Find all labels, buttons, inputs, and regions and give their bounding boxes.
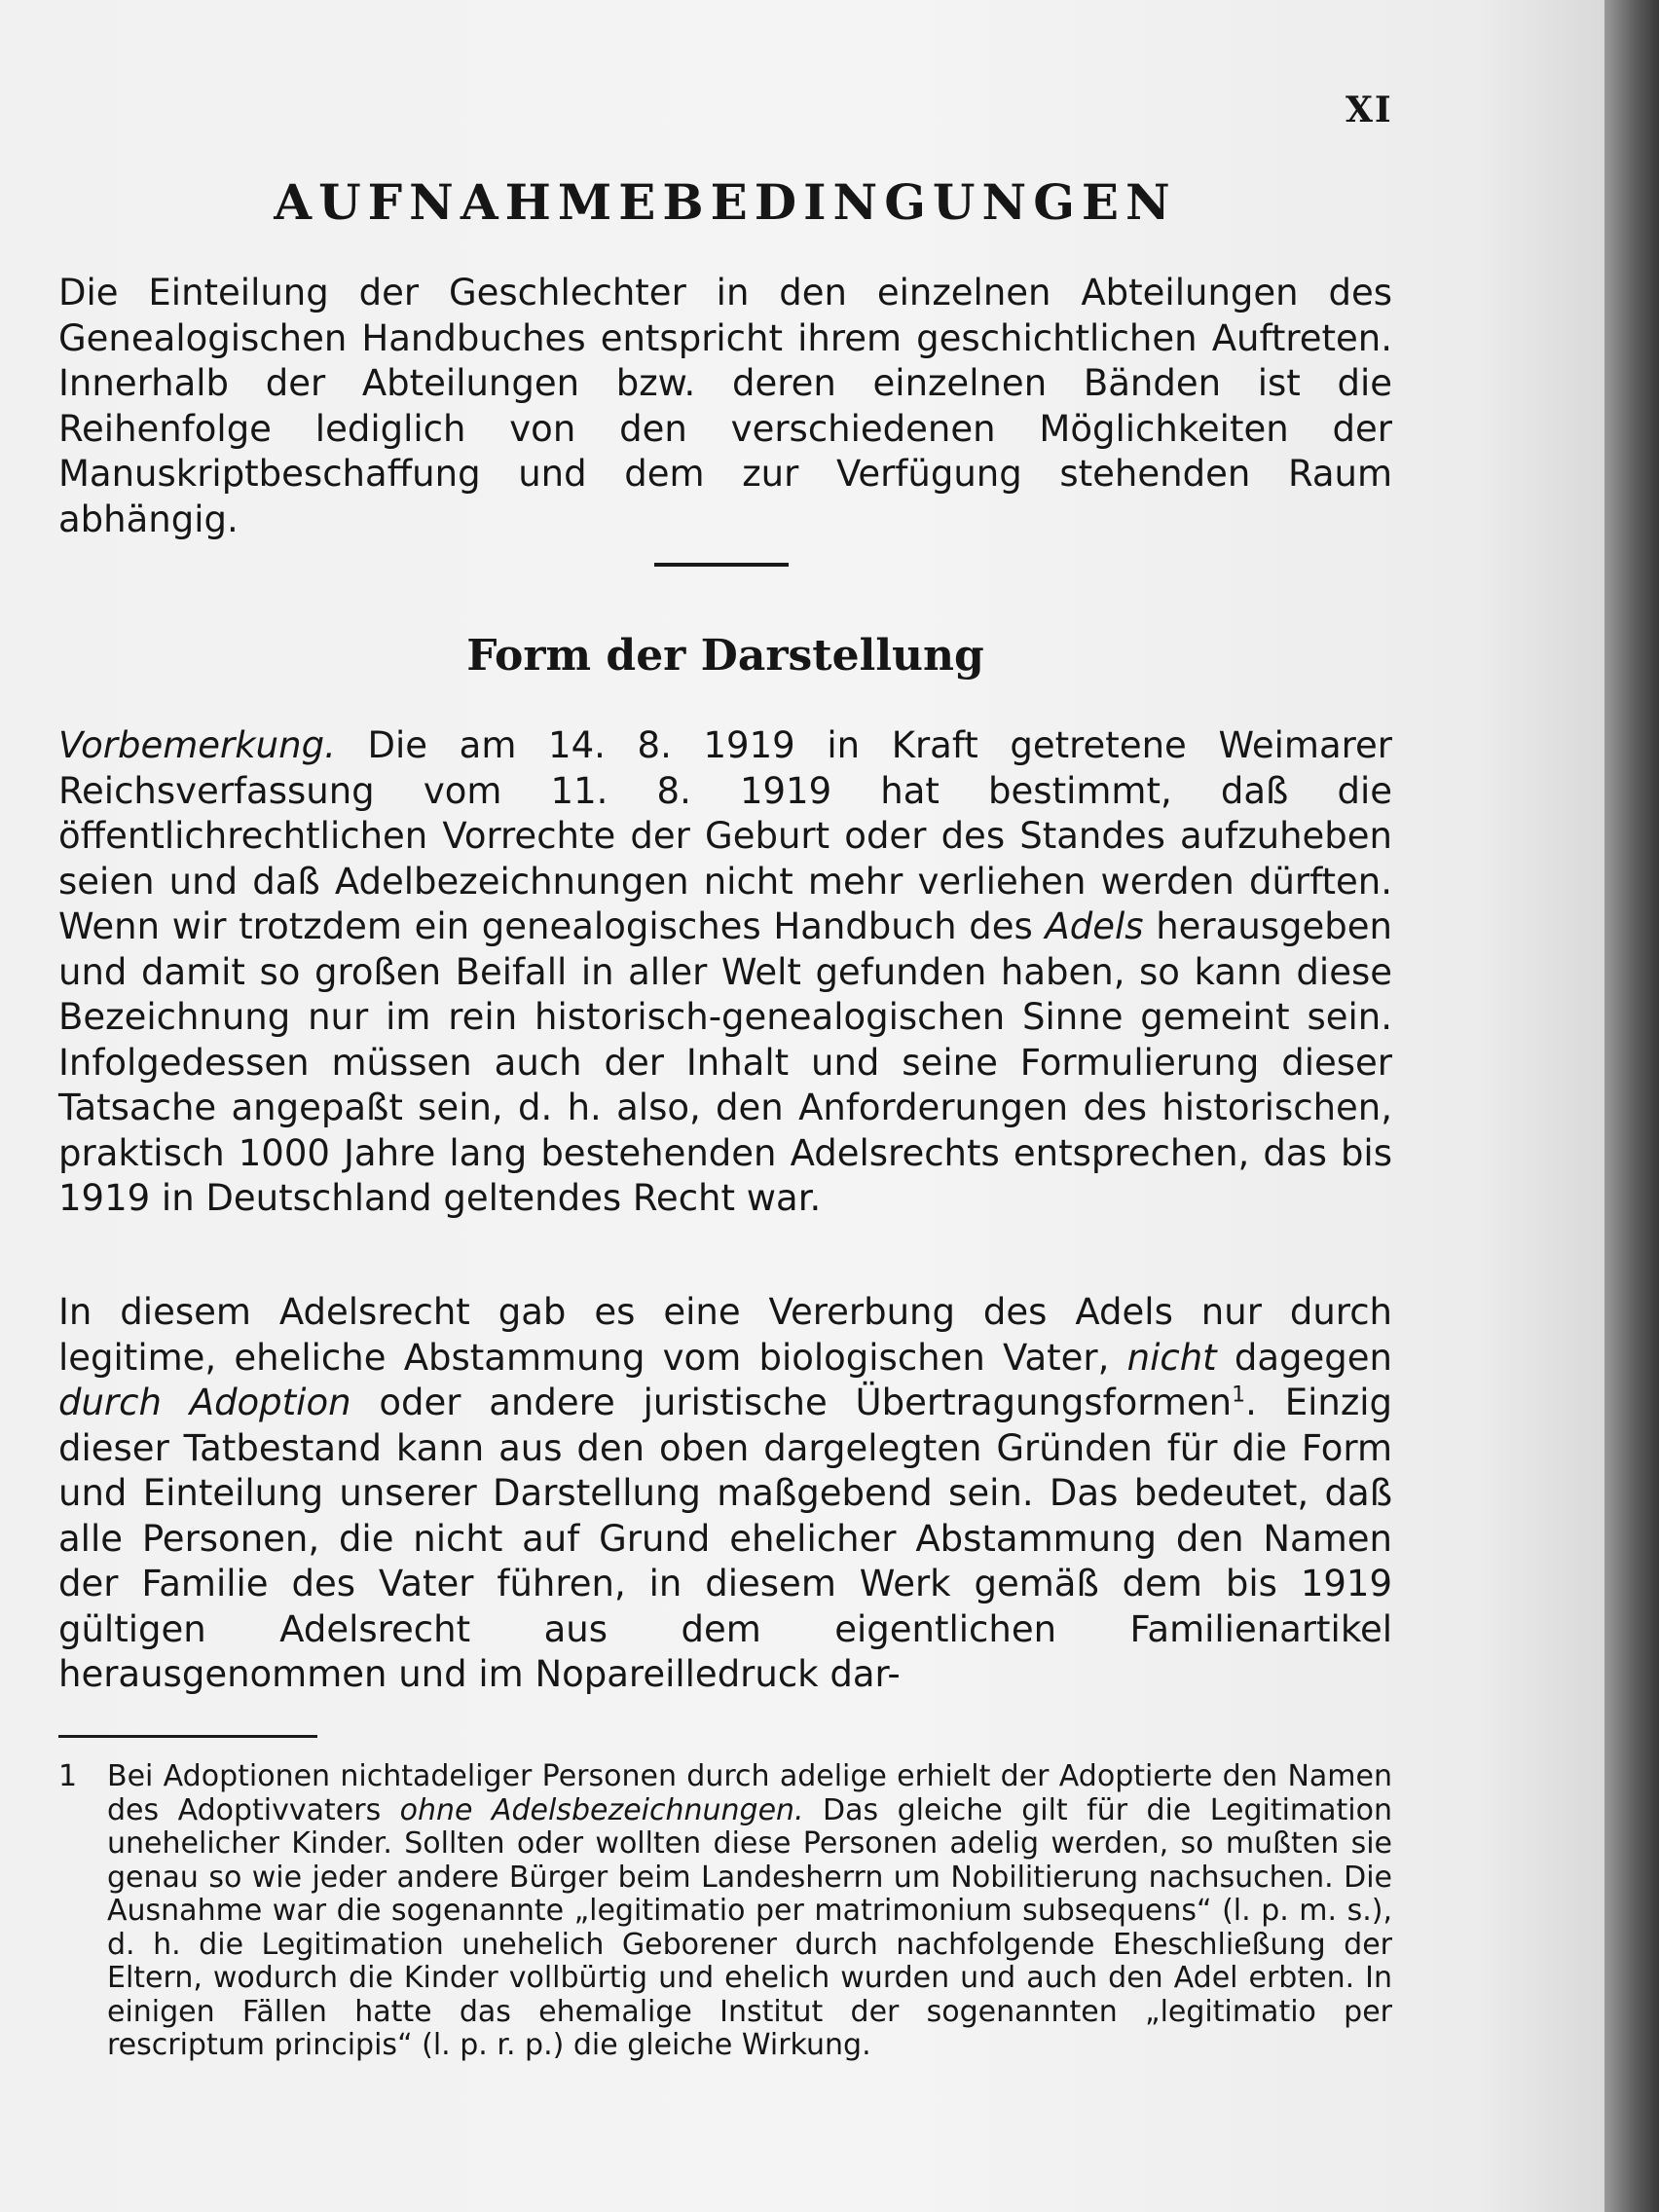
intro-paragraph: Die Einteilung der Geschlechter in den einzelnen Abteilungen des Genealogischen Handbuches entspricht ihrem geschichtlichen Auftreten. Innerhalb der Abteilungen bzw. deren einzelnen Bänden ist die Reihenfolge lediglich von den verschiedenen Möglichkeiten der Manuskriptbeschaffung und dem zur Verfügung stehenden Raum abhängig. (58, 272, 1392, 540)
footnote-number: 1 (58, 1759, 78, 1793)
page-edge-shadow (1604, 0, 1659, 2212)
footnote (58, 1760, 1392, 2063)
paragraph-adelsrecht (58, 1290, 1392, 1698)
paragraph-text: oder andere juristische Übertragungsformen (350, 1382, 1233, 1423)
emphasis-nicht: nicht (1126, 1336, 1217, 1379)
paragraph-text: . Einzig dieser Tatbestand kann aus den oben dargelegten Gründen für die Form und Einteilung unserer Darstellung maßgebend sein. Das bedeutet, daß alle Personen, die nicht auf Grund ehelicher Abstammung den Namen der Familie des Vater führen, in diesem Werk gemäß dem bis 1919 gültigen Adelsrecht aus dem eigentlichen Familienartikel herausgenommen und im Nopareilledruck dar- (58, 1382, 1393, 1695)
paragraph-vorbemerkung (58, 723, 1392, 1222)
page-number: XI (1346, 90, 1393, 130)
paragraph-text: In diesem Adelsrecht gab es eine Vererbung des Adels nur durch legitime, eheliche Abstammung vom biologischen Vater, (58, 1291, 1392, 1379)
paragraph-text: dagegen (1216, 1336, 1393, 1379)
footnote-text-part: Das gleiche gilt für die Legitimation unehelicher Kinder. Sollten oder wollten diese Personen adelig werden, so mußten sie genau so wie jeder andere Bürger beim Landesherrn um Nobilitierung nachsuchen. Die Ausnahme war die sogenannte „legitimatio per matrimonium subsequens“ (l. p. m. s.), d. h. die Legitimation unehelich Geborener durch nachfolgende Eheschließung der Eltern, wodurch die Kinder vollbürtig und ehelich wurden und auch den Adel erbten. In einigen Fällen hatte das ehemalige Institut der sogenannten „legitimatio per rescriptum principis“ (l. p. r. p.) die gleiche Wirkung. (107, 1792, 1392, 2062)
footnote-reference[interactable]: 1 (1232, 1382, 1246, 1408)
emphasis-durch-adoption: durch Adoption (58, 1382, 351, 1423)
paragraph-text: herausgeben und damit so großen Beifall in aller Welt gefunden haben, so kann diese Bezeichnung nur im rein historisch-genealogischen Sinne gemeint sein. Infolgedessen müssen auch der Inhalt und seine Formulierung dieser Tatsache angepaßt sein, d. h. also, den Anforderungen des historischen, praktisch 1000 Jahre lang bestehenden Adelsrechts entsprechen, das bis 1919 in Deutschland geltendes Recht war. (58, 905, 1392, 1219)
footnote-divider (58, 1735, 317, 1738)
page-title: AUFNAHMEBEDINGUNGEN (274, 173, 1177, 231)
section-heading: Form der Darstellung (466, 631, 984, 681)
footnote-text-part: Bei Adoptionen nichtadeliger Personen durch adelige erhielt der Adoptierte den Namen des Adoptivvaters (107, 1759, 1392, 1827)
footnote-emphasis: ohne Adelsbezeichnungen. (399, 1792, 804, 1827)
section-divider (654, 563, 789, 567)
lead-term: Vorbemerkung. (58, 724, 336, 766)
emphasis-adels: Adels (1045, 905, 1144, 947)
footnote-text (107, 1760, 1392, 2063)
paragraph-text: Die am 14. 8. 1919 in Kraft getretene Weimarer Reichsverfassung vom 11. 8. 1919 hat bestimmt, daß die öffentlichrechtlichen Vorrechte der Geburt oder des Standes aufzuheben seien und daß Adelbezeichnungen nicht mehr verliehen werden dürften. Wenn wir trotzdem ein genealogisches Handbuch des (58, 724, 1392, 947)
